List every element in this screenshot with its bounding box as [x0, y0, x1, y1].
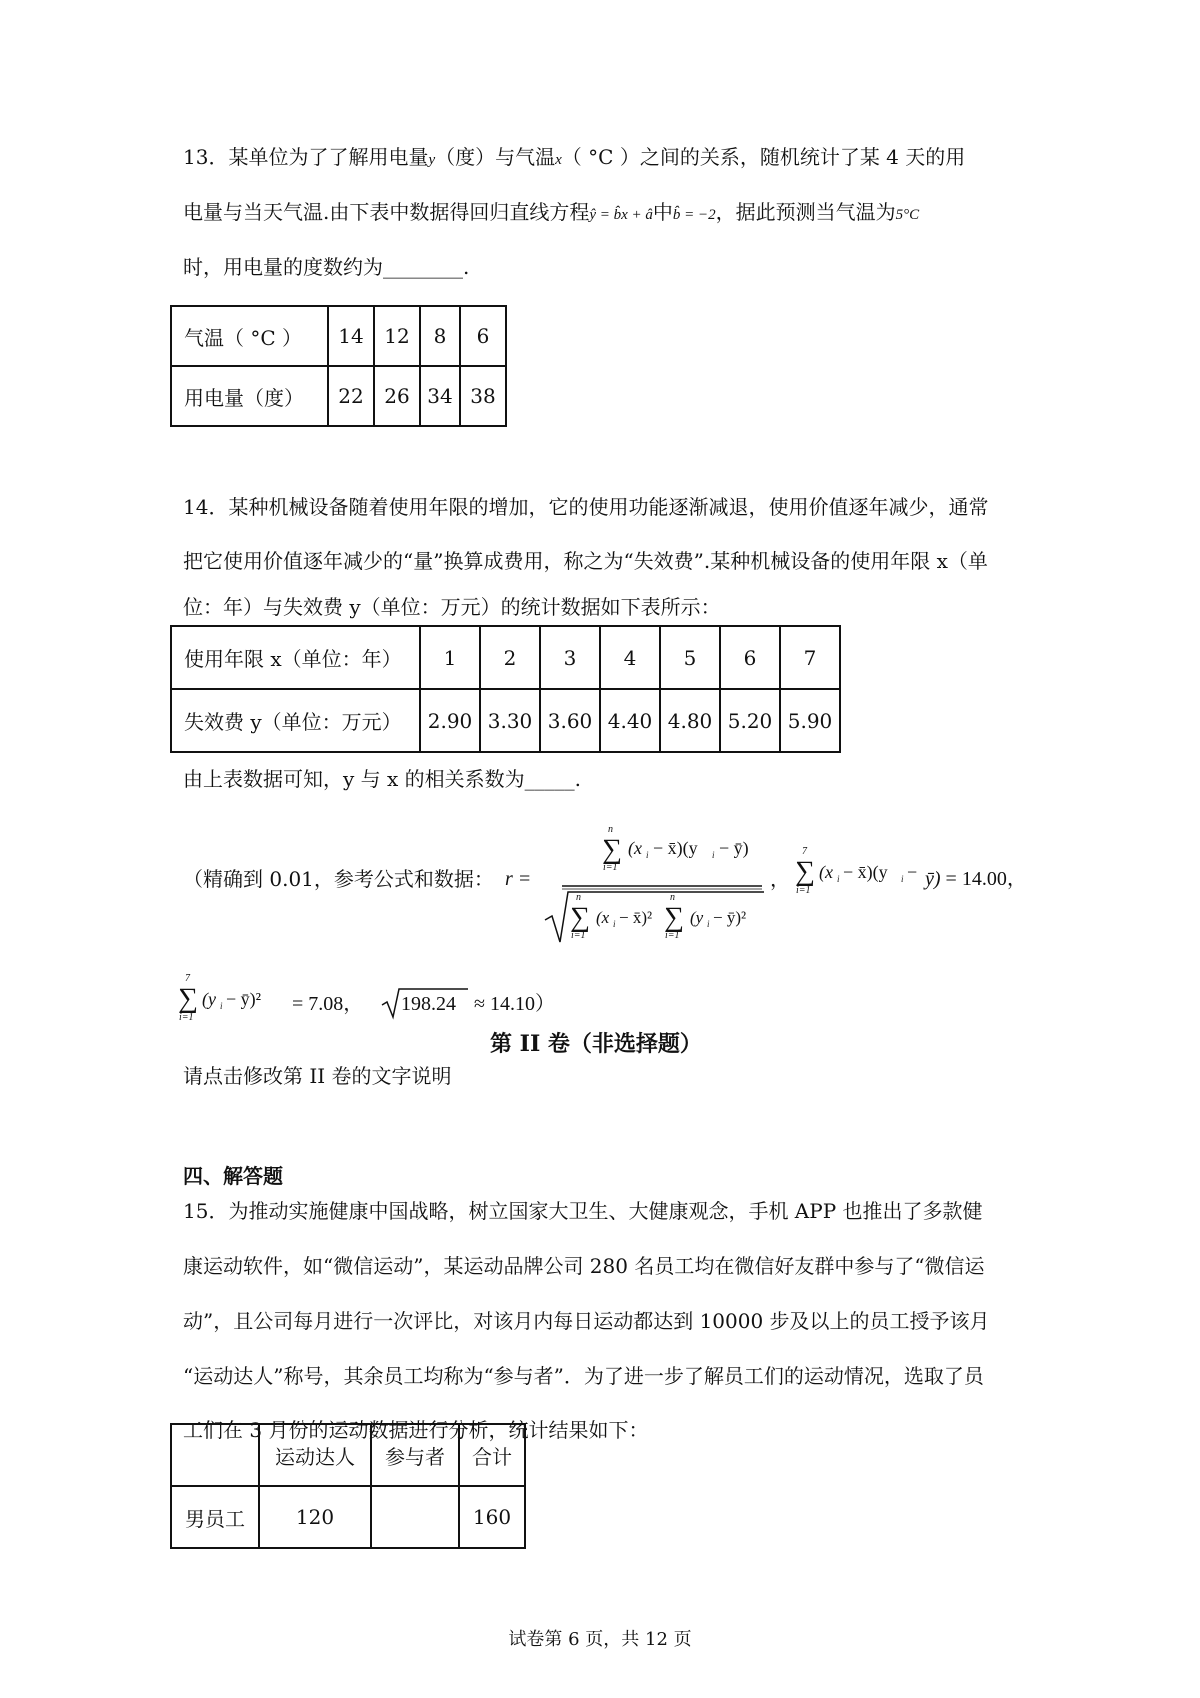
q15-row-label: 男员工 [171, 1486, 259, 1548]
q15-line1: 15．为推动实施健康中国战略，树立国家大卫生、大健康观念，手机 APP 也推出了多款健 [183, 1199, 983, 1223]
svg-text:i=1: i=1 [603, 862, 618, 873]
q13-equation: ŷ = b̂x + â [589, 207, 653, 223]
q14-syy-value: = 7.08 [292, 993, 344, 1015]
q13-cell: 12 [374, 306, 420, 366]
q13-cell: 6 [460, 306, 506, 366]
svg-text:i=1: i=1 [571, 930, 586, 941]
svg-text:− ȳ)²: − ȳ)² [226, 989, 262, 1009]
q13-cell: 22 [328, 366, 374, 426]
svg-text:(x: (x [596, 908, 610, 927]
q14-line3: 位：年）与失效费 y（单位：万元）的统计数据如下表所示： [183, 595, 721, 619]
q14-cell: 5.90 [780, 689, 840, 752]
svg-text:− x̄)(y: − x̄)(y [653, 838, 698, 858]
svg-text:i: i [646, 850, 649, 860]
q14-sum-value-text: = 14.00 [945, 868, 1007, 890]
q13-line3: 时，用电量的度数约为________. [183, 255, 470, 279]
q14-cell: 4.80 [660, 689, 720, 752]
q13-cell: 34 [420, 366, 460, 426]
svg-text:n: n [608, 824, 613, 835]
q13-text-a: 13．某单位为了了解用电量 [183, 145, 429, 169]
svg-text:−: − [907, 862, 918, 882]
q15-table [170, 1423, 526, 1549]
part-title: 四、解答题 [183, 1164, 283, 1188]
q15-line5: 工们在 3 月份的运动数据进行分析，统计结果如下： [183, 1418, 649, 1442]
q14-r-eq: r = [505, 868, 532, 890]
q13-var-y: y [428, 152, 436, 168]
q13-var-x: x [555, 152, 562, 168]
sum-xy-formula [795, 838, 925, 908]
q13-cell: 38 [460, 366, 506, 426]
q14-cell: 1 [420, 626, 480, 689]
q14-comma: ， [770, 867, 790, 891]
svg-text:− x̄)(y: − x̄)(y [843, 862, 888, 882]
q13-text-f: ，据此预测当气温为 [715, 200, 896, 224]
q13-text-b: （度）与气温 [435, 145, 556, 169]
correlation-formula [540, 820, 770, 950]
q14-ask: 由上表数据可知，y 与 x 的相关系数为_____. [183, 767, 582, 791]
page-footer: 试卷第 6 页，共 12 页 [508, 1629, 692, 1650]
section-title: 第 II 卷（非选择题） [490, 1031, 702, 1057]
q14-cell: 5.20 [720, 689, 780, 752]
svg-text:7: 7 [185, 973, 190, 984]
q14-cell: 6 [720, 626, 780, 689]
q15-header-cell: 参与者 [371, 1424, 459, 1486]
ybar-symbol: ȳ) [925, 868, 941, 890]
svg-text:∑: ∑ [602, 834, 622, 865]
sum-yy-formula [178, 965, 288, 1035]
q15-cell: 160 [459, 1486, 525, 1548]
q15-header-cell: 合计 [459, 1424, 525, 1486]
svg-text:− x̄)²: − x̄)² [619, 908, 653, 927]
q15-line4: “运动达人”称号，其余员工均称为“参与者”．为了进一步了解员工们的运动情况，选取了员 [183, 1364, 984, 1388]
q14-syy: = 7.08， [292, 993, 364, 1015]
q14-cell: 3.30 [480, 689, 540, 752]
svg-text:∑: ∑ [570, 902, 590, 933]
q13-bhat: b̂ = −2 [672, 207, 716, 223]
q13-row-label: 用电量（度） [171, 366, 328, 426]
q13-line2 [183, 198, 919, 229]
section-note[interactable]: 请点击修改第 II 卷的文字说明 [183, 1064, 452, 1088]
svg-text:i: i [901, 874, 904, 884]
q14-line1: 14．某种机械设备随着使用年限的增加，它的使用功能逐渐减退，使用价值逐年减少，通常 [183, 495, 989, 519]
q14-table [170, 625, 841, 753]
q13-text-c: （ °C ）之间的关系，随机统计了某 4 天的用 [561, 145, 966, 169]
q13-text-d: 电量与当天气温.由下表中数据得回归直线方程 [183, 200, 590, 224]
q13-cell: 26 [374, 366, 420, 426]
q14-cell: 3 [540, 626, 600, 689]
q15-cell [371, 1486, 459, 1548]
q14-line2: 把它使用价值逐年减少的“量”换算成费用，称之为“失效费”.某种机械设备的使用年限 x（单 [183, 549, 988, 573]
q14-cell: 5 [660, 626, 720, 689]
svg-text:i: i [220, 1001, 223, 1011]
q15-header-cell [171, 1424, 259, 1486]
q14-cell: 7 [780, 626, 840, 689]
q14-sqrt-arg: 198.24 [401, 993, 456, 1015]
q14-cell: 4.40 [600, 689, 660, 752]
q14-sqrt-value: ≈ 14.10） [474, 993, 555, 1015]
q13-cell: 8 [420, 306, 460, 366]
svg-text:∑: ∑ [664, 902, 684, 933]
q13-cell: 14 [328, 306, 374, 366]
svg-text:i: i [837, 874, 840, 884]
q13-table [170, 305, 507, 427]
q15-line3: 动”，且公司每月进行一次评比，对该月内每日运动都达到 10000 步及以上的员工授予该月 [183, 1309, 990, 1333]
svg-text:n: n [670, 892, 675, 903]
q13-temp: 5°C [895, 207, 920, 223]
svg-text:∑: ∑ [795, 856, 815, 887]
q13-line1 [183, 143, 965, 174]
q15-header-cell: 运动达人 [259, 1424, 371, 1486]
svg-text:i: i [707, 919, 710, 929]
svg-text:− ȳ)²: − ȳ)² [713, 908, 747, 927]
q13-text-e: 中 [652, 200, 673, 224]
svg-text:i=1: i=1 [796, 885, 811, 896]
svg-text:i=1: i=1 [665, 930, 680, 941]
q15-line2: 康运动软件，如“微信运动”，某运动品牌公司 280 名员工均在微信好友群中参与了“微信运 [183, 1254, 985, 1278]
q14-cell: 2.90 [420, 689, 480, 752]
q14-cell: 2 [480, 626, 540, 689]
q15-cell: 120 [259, 1486, 371, 1548]
svg-text:− ȳ): − ȳ) [719, 838, 749, 858]
q14-cell: 3.60 [540, 689, 600, 752]
svg-text:(y: (y [202, 989, 216, 1009]
svg-text:(x: (x [819, 862, 833, 882]
q14-row-label: 使用年限 x（单位：年） [171, 626, 420, 689]
q14-row-label: 失效费 y（单位：万元） [171, 689, 420, 752]
svg-text:(y: (y [690, 908, 704, 927]
svg-text:i: i [613, 919, 616, 929]
q14-cell: 4 [600, 626, 660, 689]
svg-text:n: n [576, 892, 581, 903]
q14-ref-prefix: （精确到 0.01，参考公式和数据： [183, 867, 494, 891]
svg-text:(x: (x [628, 838, 642, 858]
svg-text:∑: ∑ [178, 983, 198, 1014]
svg-text:7: 7 [802, 846, 807, 857]
q14-sum-value: ȳ) = 14.00， [925, 868, 1027, 890]
svg-text:i: i [712, 850, 715, 860]
svg-text:i=1: i=1 [179, 1012, 194, 1023]
q13-row-label: 气温（ °C ） [171, 306, 328, 366]
